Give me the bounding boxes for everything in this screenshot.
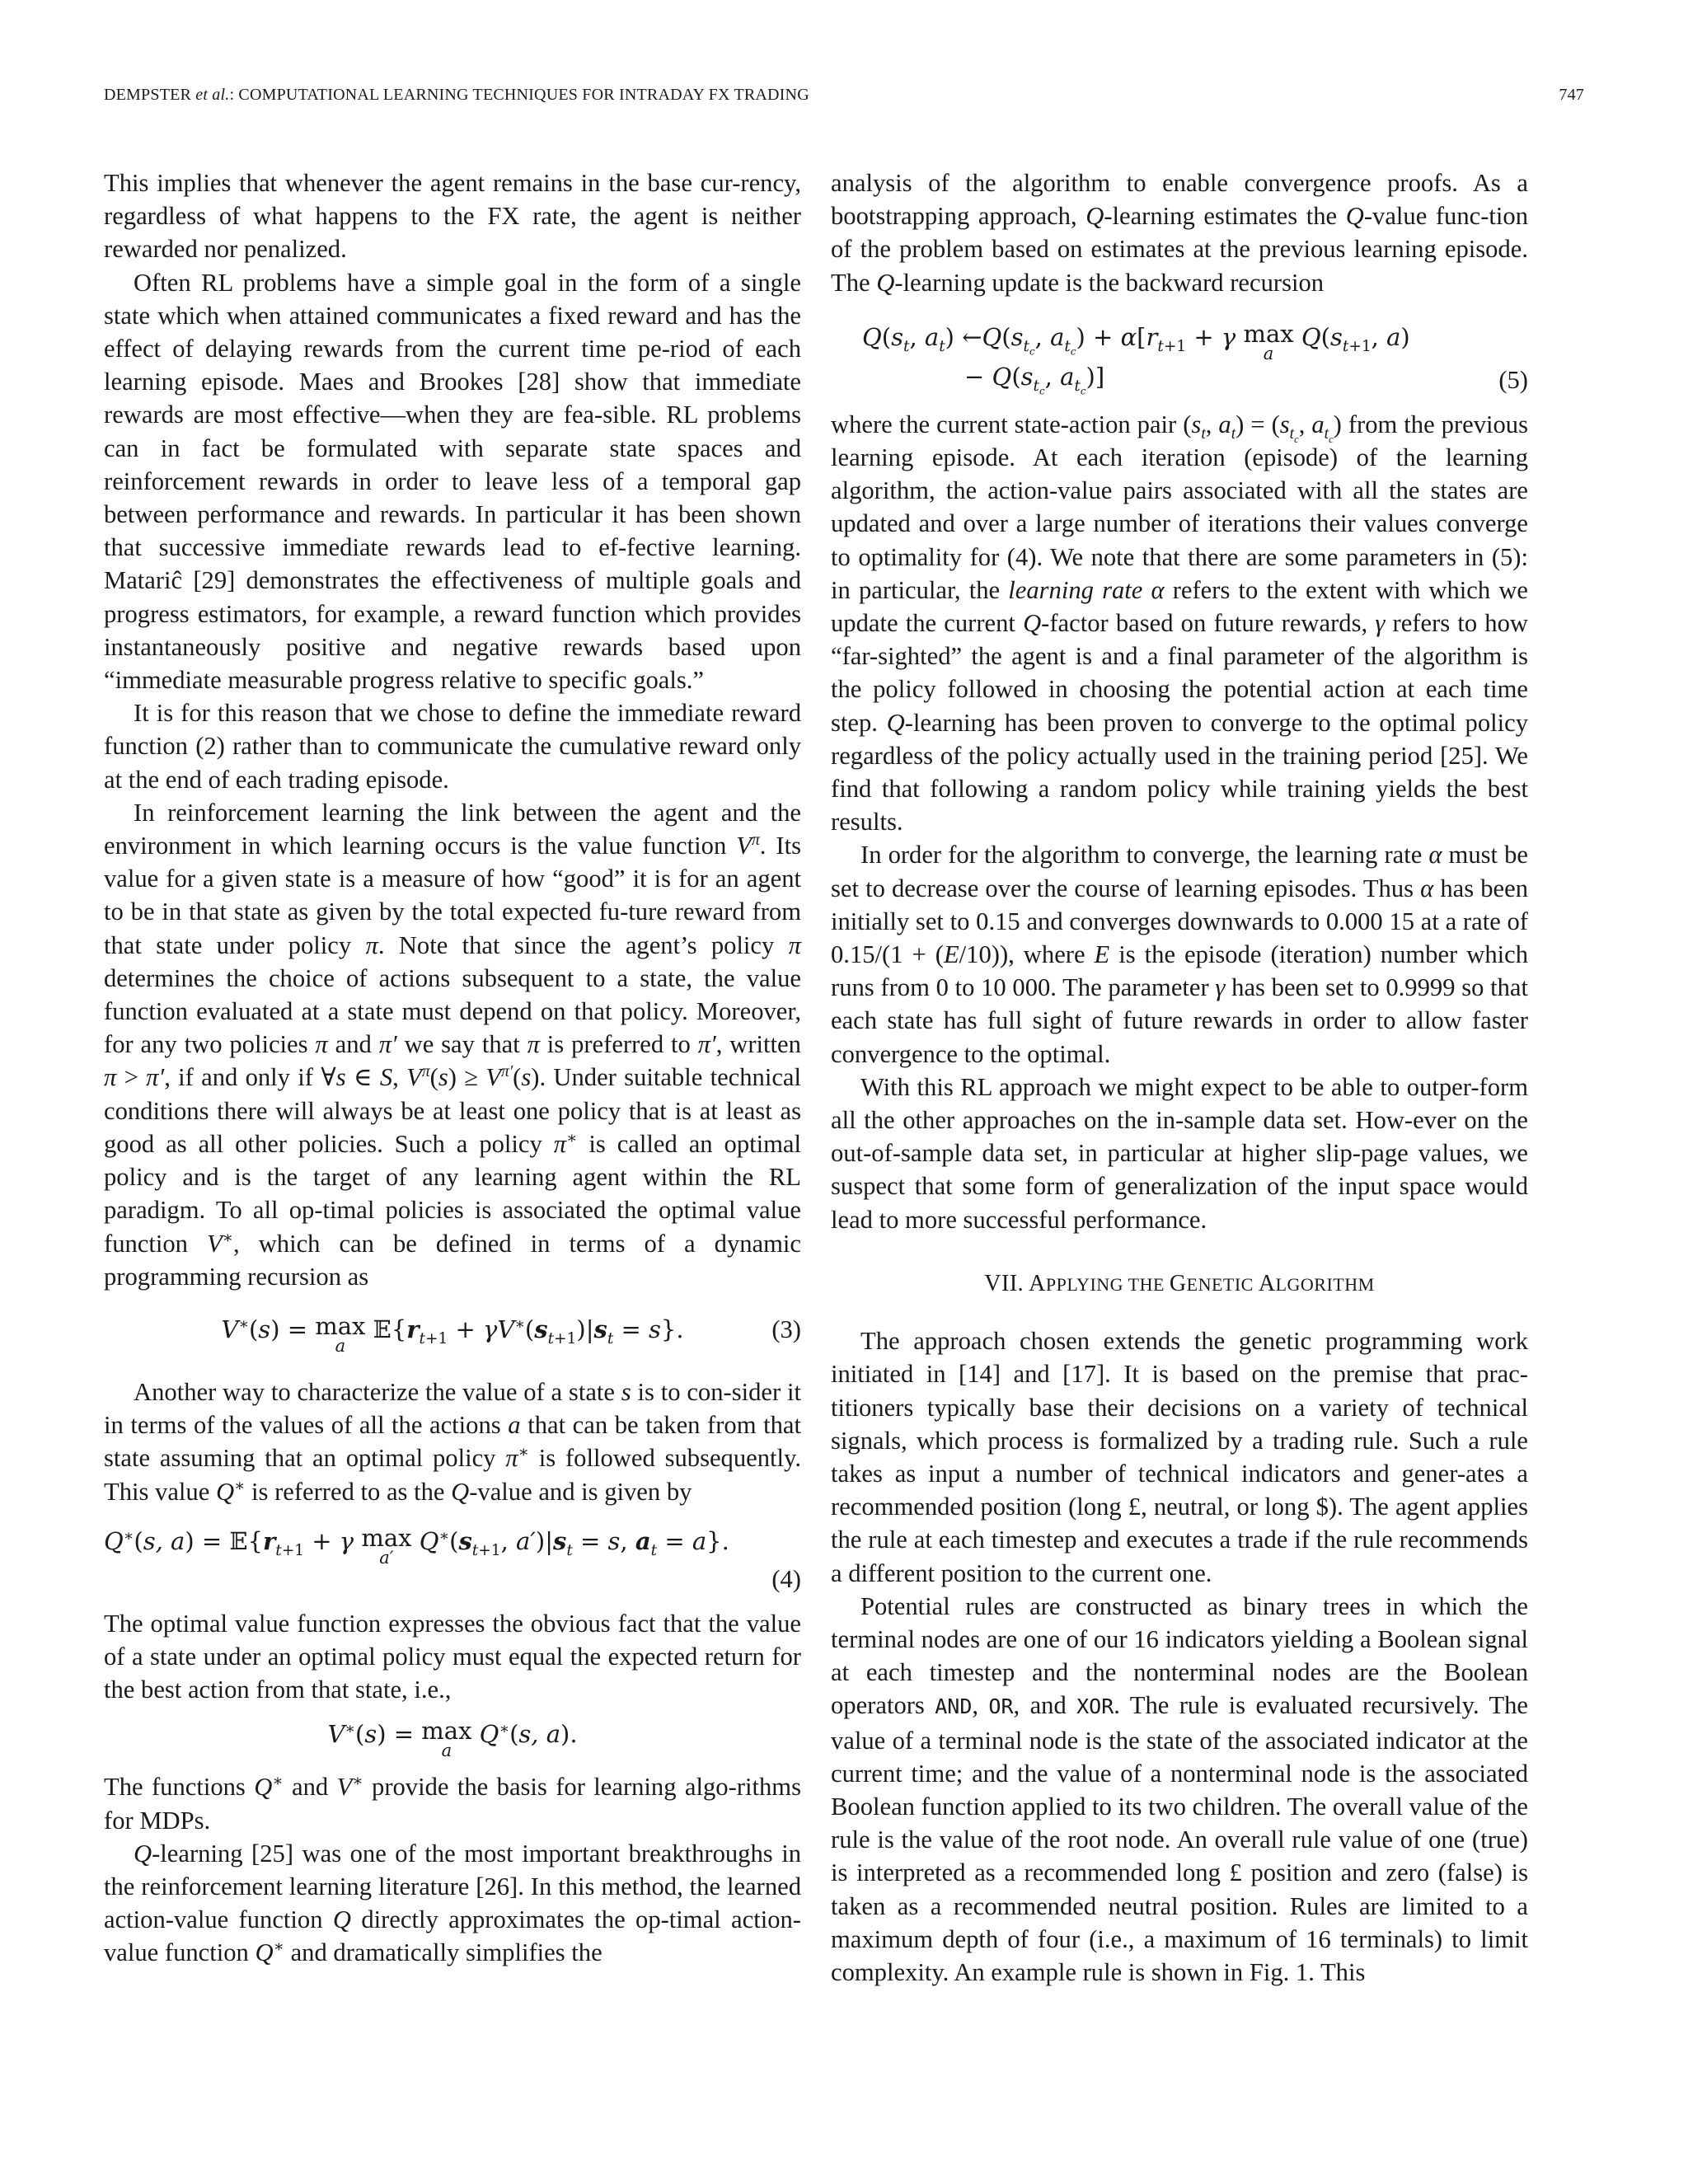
paragraph: analysis of the algorithm to enable convergence proofs. As a bootstrapping approach, Q-learning estimates the Q-value func-tion of the problem based on estimates at the previous learning episode. The Q-learning update is the backward recursion <box>831 169 1529 297</box>
running-head <box>104 86 1584 115</box>
paragraph: Often RL problems have a simple goal in the form of a single state which when attained communicates a fixed reward and has the effect of delaying rewards from the current time pe-riod of each learning episode. Maes and Brookes [28] show that immediate rewards are most effective—when they are fea-sible. RL problems can in fact be formulated with separate state spaces and reinforcement rewards in order to leave less of a temporal gap between performance and rewards. In particular it has been shown that successive immediate rewards lead to ef-fective learning. Matariĉ [29] demonstrates the effectiveness of multiple goals and progress estimators, for example, a reward function which provides instantaneously positive and negative rewards based upon “immediate measurable progress relative to specific goals.” <box>104 268 801 695</box>
paragraph: The optimal value function expresses the obvious fact that the value of a state under an optimal policy must equal the expected return for the best action from that state, i.e., <box>104 1609 801 1704</box>
left-column <box>104 166 801 1970</box>
paragraph: With this RL approach we might expect to be able to outper-form all the other approaches on the in-sample data set. How-ever on the out-of-sample data set, in particular at higher slip-page values, we suspect that some form of generalization of the input space would lead to more successful performance. <box>831 1072 1528 1234</box>
equation-5: $Q(s_t$, $a_t$) $\leftarrow Q(s_{t_c}$, $a_{t_c}) + \alpha[r_{t+1} + \gamma$ max a $Q(s_{t+1}$, a) − $Q(s_{t_c}$, $a_{t_c}$)] (5) <box>862 319 1528 397</box>
paragraph: The approach chosen extends the genetic programming work initiated in [14] and [17]. It is based on the premise that prac-titioners typically base their decisions on a variety of technical signals, which process is formalized by a trading rule. Such a rule takes as input a number of technical indicators and gener-ates a recommended position (long £, neutral, or long $). The agent applies the rule at each timestep and executes a trade if the rule recommends a different position to the current one. <box>831 1327 1528 1587</box>
paragraph: In order for the algorithm to converge, the learning rate α must be set to decrease over the course of learning episodes. Thus α has been initially set to 0.15 and converges downwards to 0.000 15 at a rate of 0.15/(1 + (E/10)), where E is the episode (iteration) number which runs from 0 to 10 000. The parameter γ has been set to 0.9999 so that each state has full sight of future rewards in order to allow faster convergence to the optimal. <box>831 841 1529 1068</box>
paragraph: Another way to characterize the value of a state s is to con-sider it in terms of the values of all the actions a that can be taken from that state assuming that an optimal policy π∗ is followed subsequently. This value Q∗ is referred to as the Q-value and is given by <box>104 1377 802 1506</box>
page-number: 747 <box>1559 86 1584 104</box>
equation-number: (4) <box>771 1564 801 1593</box>
paragraph: It is for this reason that we chose to define the immediate reward function (2) rather than to communicate the cumulative reward only at the end of each trading episode. <box>104 699 801 794</box>
equation-3: V∗(s) = max a $𝔼\{r_{t+1} + \gamma V^∗(s_{t+1})|s_t = s\}$. (3) <box>221 1311 801 1356</box>
paragraph: In reinforcement learning the link between the agent and the environment in which learning occurs is the value function $V^\pi$. Its value for a given state is a measure of how “good” it is for an agent to be in that state as given by the total expected fu-ture reward from that state under policy π. Note that since the agent’s policy π determines the choice of actions subsequent to a state, the value function evaluated at a state must depend on that policy. Moreover, for any two policies π and π′ we say that π is preferred to π′, written π > π′, if and only if ∀s ∈ S, $V^\pi(s) \ge V^{\pi'}(s)$. Under suitable technical conditions there will always be at least one policy that is at least as good as all other policies. Such a policy π∗ is called an optimal policy and is the target of any learning agent within the RL paradigm. To all op-timal policies is associated the optimal value function V∗, which can be defined in terms of a dynamic programming recursion as <box>104 798 801 1291</box>
paragraph: The functions Q∗ and V∗ provide the basis for learning algo-rithms for MDPs. <box>104 1773 801 1835</box>
paragraph: Potential rules are constructed as binary trees in which the terminal nodes are one of our 16 indicators yielding a Boolean signal at each timestep and the nonterminal nodes are the Boolean operators AND, OR, and XOR. The rule is evaluated recursively. The value of a terminal node is the state of the associated indicator at the current time; and the value of a nonterminal node is the associated Boolean function applied to its two children. The overall value of the rule is the value of the root node. An overall rule value of one (true) is interpreted as a recommended long £ position and zero (false) is taken as a recommended neutral position. Rules are limited to a maximum depth of four (i.e., a maximum of 16 terminals) to limit complexity. An example rule is shown in Fig. 1. This <box>831 1591 1529 1986</box>
paragraph: where the current state-action pair ($s_t$, $a_t) = (s_{t_c}$, $a_{t_c}$) from the previous learning episode. At each iteration (episode) of the learning algorithm, the action-value pairs associated with all the states are updated and over a large number of iterations their values converge to optimality for (4). We note that there are some parameters in (5): in particular, the learning rate α refers to the extent with which we update the current Q-factor based on future rewards, γ refers to how “far-sighted” the agent is and a final parameter of the algorithm is the policy followed in choosing the potential action at each time step. Q-learning has been proven to converge to the optimal policy regardless of the policy actually used in the training period [25]. We find that following a random policy while training yields the best results. <box>831 410 1528 837</box>
paragraph: Q-learning [25] was one of the most important breakthroughs in the reinforcement learning literature [26]. In this method, the learned action-value function Q directly approximates the op-timal action-value function Q∗ and dramatically simplifies the <box>104 1839 801 1967</box>
equation-4: Q∗(s, $a) = 𝔼\{r_{t+1} + \gamma$ max a′ $Q^∗(s_{t+1}$, $a')|s_t = s$, $a_t = a$}. (4) <box>104 1525 801 1597</box>
equation-number: (5) <box>1498 365 1528 394</box>
equation-vq: V∗(s) = max a Q∗(s, a). <box>327 1717 578 1761</box>
paragraph: This implies that whenever the agent remains in the base cur-rency, regardless of what happens to the FX rate, the agent is neither rewarded nor penalized. <box>104 169 801 264</box>
section-heading: VII. APPLYING THE GENETIC ALGORITHM <box>984 1270 1375 1296</box>
equation-number: (3) <box>771 1315 801 1343</box>
running-title: DEMPSTER et al.: COMPUTATIONAL LEARNING TECHNIQUES FOR INTRADAY FX TRADING <box>104 86 809 104</box>
right-column <box>831 166 1528 1989</box>
